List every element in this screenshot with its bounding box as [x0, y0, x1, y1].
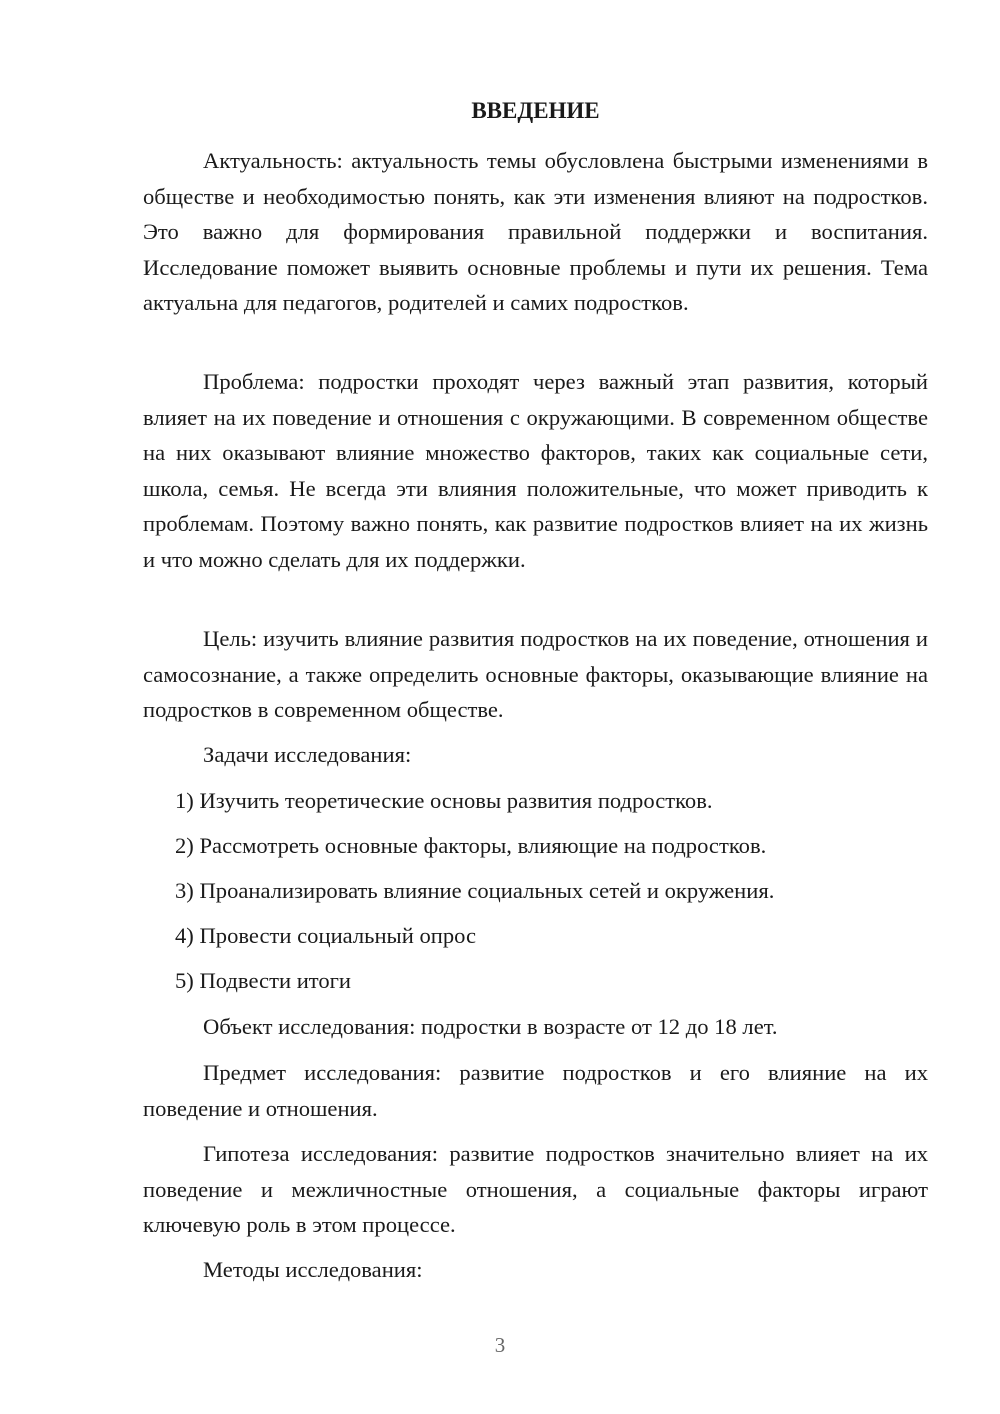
task-item: 4) Провести социальный опрос	[175, 923, 477, 948]
paragraph-object: Объект исследования: подростки в возрасте от 12 до 18 лет.	[203, 1014, 778, 1039]
paragraph-hypothesis: Гипотеза исследования: развитие подростков значительно влияет на их поведение и межличностные отношения, а социальные факторы играют ключевую роль в этом процессе.	[143, 1141, 928, 1237]
paragraph-methods: Методы исследования:	[203, 1257, 423, 1282]
task-item: 3) Проанализировать влияние социальных сетей и окружения.	[175, 878, 775, 903]
paragraph-goal: Цель: изучить влияние развития подростков на их поведение, отношения и самосознание, а также определить основные факторы, оказывающие влияние на подростков в современном обществе.	[143, 626, 928, 722]
tasks-heading: Задачи исследования:	[203, 742, 412, 767]
paragraph-subject: Предмет исследования: развитие подростков и его влияние на их поведение и отношения.	[143, 1060, 928, 1121]
paragraph-problem: Проблема: подростки проходят через важный этап развития, который влияет на их поведение и отношения с окружающими. В современном обществе на них оказывают влияние множество факторов, таких как социальные сети, школа, семья. Не всегда эти влияния положительные, что может приводить к проблемам. Поэтому важно понять, как развитие подростков влияет на их жизнь и что можно сделать для их поддержки.	[143, 369, 928, 572]
page-number: 3	[494, 1333, 506, 1357]
task-item: 1) Изучить теоретические основы развития подростков.	[175, 788, 713, 813]
section-title: ВВЕДЕНИЕ	[471, 98, 600, 123]
task-item: 2) Рассмотреть основные факторы, влияющие на подростков.	[175, 833, 767, 858]
paragraph-relevance: Актуальность: актуальность темы обусловлена быстрыми изменениями в обществе и необходимостью понять, как эти изменения влияют на подростков. Это важно для формирования правильной поддержки и воспитания. Исследование поможет выявить основные проблемы и пути их решения. Тема актуальна для педагогов, родителей и самих подростков.	[143, 148, 928, 315]
task-item: 5) Подвести итоги	[175, 968, 352, 993]
